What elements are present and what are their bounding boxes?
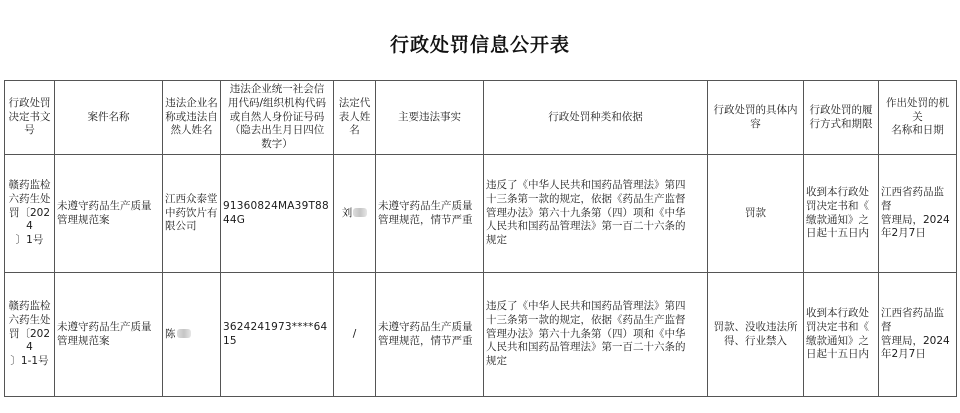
cell-line: 江西省药品监督 (881, 306, 944, 333)
cell-line: 行政处罚的具体内 (713, 103, 798, 116)
cell-line: 得、行业禁入 (724, 334, 787, 347)
cell-line: 日起十五日内 (806, 227, 869, 240)
cell-method (804, 155, 879, 273)
cell-line: 名称和日期 (891, 124, 944, 137)
cell-authority (879, 273, 957, 397)
header-doc-no (5, 81, 55, 155)
header-authority (879, 81, 957, 155)
cell-line: 罚〔2024 (8, 206, 51, 233)
cell-party-name (163, 155, 221, 273)
cell-authority (879, 155, 957, 273)
cell-line: 年2月7日 (881, 227, 926, 240)
cell-line: 未遵守药品生产质量 (378, 320, 473, 333)
cell-line: 管理规范案 (57, 213, 110, 226)
cell-content (708, 273, 804, 397)
penalty-table (4, 80, 957, 397)
cell-basis (484, 155, 708, 273)
header-basis (484, 81, 708, 155)
cell-line: 管理办法》第六十九条第（四）项和《中华 (486, 206, 686, 219)
redaction-blur (353, 208, 367, 217)
page-title: 行政处罚信息公开表 (389, 34, 570, 56)
cell-line: 六药生处 (8, 192, 51, 205)
cell-line: 十三条第一款的规定，依据《药品生产监督 (486, 192, 686, 205)
cell-facts (376, 155, 484, 273)
legal-rep-name: 刘 (341, 206, 353, 219)
cell-line: 违法企业统一社会信 (229, 82, 325, 95)
cell-line: 决定书文 (8, 110, 51, 123)
cell-line: 管理办法》第六十九条第（四）项和《中华 (486, 327, 686, 340)
cell-doc-no (5, 273, 55, 397)
header-case-name (55, 81, 163, 155)
cell-content (708, 155, 804, 273)
header-facts (376, 81, 484, 155)
cell-line: 年2月7日 (881, 348, 926, 361)
cell-line: 行方式和期限 (809, 117, 873, 130)
cell-line: 行政处罚种类和依据 (548, 110, 643, 123)
cell-line: 规定 (486, 234, 507, 247)
cell-line: 中药饮片有 (165, 206, 218, 219)
cell-line: 号 (24, 124, 35, 137)
cell-party-code: 91360824MA39T8844G (221, 155, 334, 273)
cell-legal-rep: / (334, 273, 376, 397)
cell-line: 管理局，2024 (881, 213, 950, 226)
header-legal-rep (334, 81, 376, 155)
cell-line: 赣药监检 (8, 178, 51, 191)
header-party-name (163, 81, 221, 155)
cell-line: 违法企业名 (165, 96, 218, 109)
cell-line: 未遵守药品生产质量 (57, 199, 152, 212)
cell-line: 称或违法自 (165, 110, 218, 123)
cell-line: 罚决定书和《 (806, 199, 869, 212)
cell-line: 〕1-1号 (10, 355, 49, 368)
cell-line: 案件名称 (87, 110, 130, 123)
table-row (5, 273, 957, 397)
cell-line: 赣药监检 (8, 299, 51, 312)
cell-line: 〕1号 (15, 234, 44, 247)
cell-line: 人民共和国药品管理法》第一百二十六条的 (486, 220, 686, 233)
cell-line: 违反了《中华人民共和国药品管理法》第四 (486, 299, 686, 312)
cell-line: 未遵守药品生产质量 (378, 199, 473, 212)
cell-line: 名 (349, 124, 360, 137)
cell-line: 或自然人身份证号码 (229, 110, 325, 123)
cell-line: 日起十五日内 (806, 348, 869, 361)
cell-party-name (163, 273, 221, 397)
cell-line: 未遵守药品生产质量 (57, 320, 152, 333)
cell-facts (376, 273, 484, 397)
party-name-text: 陈 (165, 327, 176, 340)
header-party-code (221, 81, 334, 155)
cell-line: 行政处罚的履 (809, 103, 873, 116)
cell-line: 然人姓名 (170, 124, 213, 137)
cell-case-name (55, 273, 163, 397)
cell-line: 十三条第一款的规定，依据《药品生产监督 (486, 313, 686, 326)
cell-line: 主要违法事实 (398, 110, 461, 123)
cell-line: 数字） (261, 138, 293, 151)
cell-line: 管理规范，情节严重 (378, 213, 473, 226)
cell-method (804, 273, 879, 397)
table-row (5, 155, 957, 273)
cell-line: 收到本行政处 (806, 306, 869, 319)
redaction-blur (177, 329, 191, 338)
cell-line: 管理规范案 (57, 334, 110, 347)
cell-doc-no (5, 155, 55, 273)
cell-basis (484, 273, 708, 397)
cell-line: 作出处罚的机关 (886, 96, 949, 123)
cell-line: 违反了《中华人民共和国药品管理法》第四 (486, 178, 686, 191)
header-method (804, 81, 879, 155)
cell-line: 罚〔2024 (8, 327, 51, 354)
cell-line: 限公司 (165, 220, 197, 233)
cell-line: 管理局，2024 (881, 334, 950, 347)
cell-line: 缴款通知》之 (806, 213, 869, 226)
cell-line: 法定代 (338, 96, 371, 109)
cell-line: 容 (750, 117, 761, 130)
cell-line: 行政处罚 (8, 96, 51, 109)
cell-line: 江西省药品监督 (881, 185, 944, 212)
cell-line: 罚款、没收违法所 (713, 320, 798, 333)
cell-party-code: 3624241973****6415 (221, 273, 334, 397)
cell-legal-rep (334, 155, 376, 273)
cell-line: 六药生处 (8, 313, 51, 326)
cell-line: 罚款 (745, 206, 766, 219)
cell-line: 江西众泰堂 (165, 192, 218, 205)
cell-case-name (55, 155, 163, 273)
header-row (5, 81, 957, 155)
cell-line: 管理规范，情节严重 (378, 334, 473, 347)
cell-line: 缴款通知》之 (806, 334, 869, 347)
cell-line: （隐去出生月日四位 (229, 124, 325, 137)
cell-line: 规定 (486, 355, 507, 368)
cell-line: 罚决定书和《 (806, 320, 869, 333)
cell-line: 表人姓 (338, 110, 371, 123)
cell-line: 用代码/组织机构代码 (227, 96, 327, 109)
cell-line: 收到本行政处 (806, 185, 869, 198)
header-content (708, 81, 804, 155)
cell-line: 人民共和国药品管理法》第一百二十六条的 (486, 341, 686, 354)
